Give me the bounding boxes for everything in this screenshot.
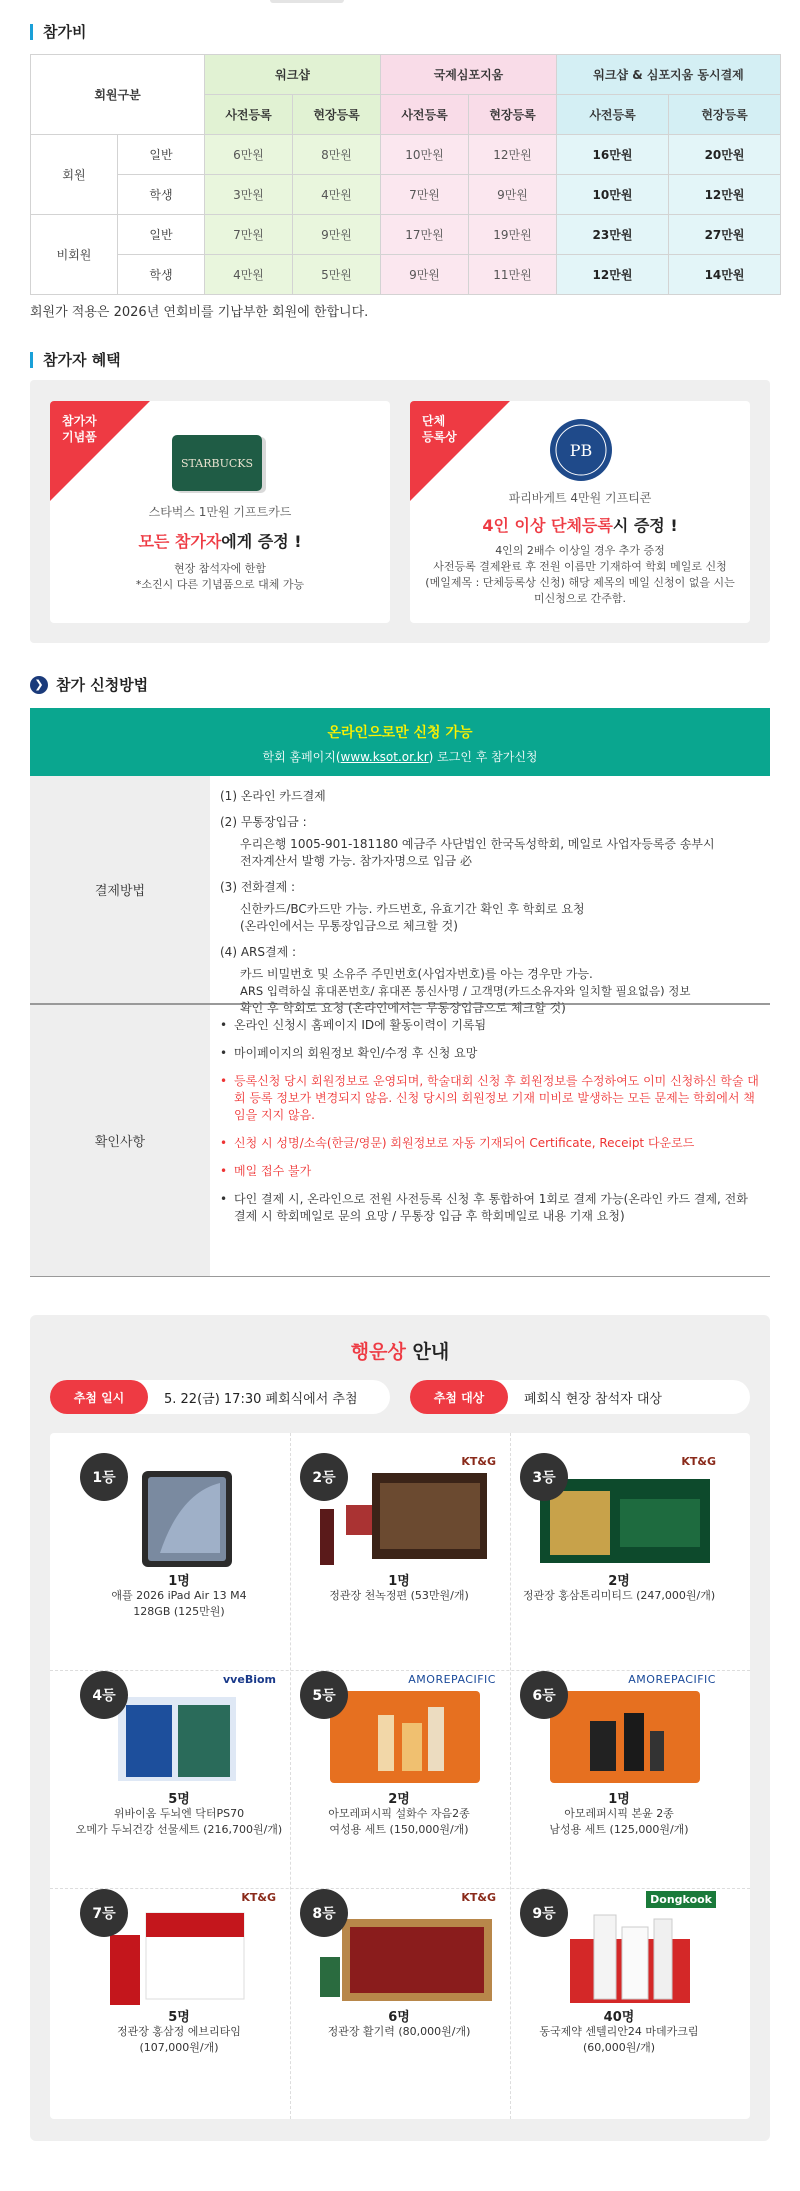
table-row — [31, 175, 781, 215]
confirm-item: • 신청 시 성명/소속(한글/영문) 회원정보로 자동 기재되어 Certificate, Receipt 다운로드 — [220, 1135, 760, 1152]
prize-card — [70, 1661, 288, 1871]
prize-name: 애플 2026 iPad Air 13 M4 128GB (125만원) — [111, 1589, 247, 1618]
brand-logo: Dongkook — [646, 1891, 716, 1908]
prize-count: 5명 — [168, 2010, 190, 2025]
prize-rank-badge: 5등 — [300, 1671, 348, 1719]
benefit-card-group — [410, 401, 750, 623]
table-row — [31, 255, 781, 295]
prize-card — [510, 1879, 728, 2089]
group-header-workshop: 워크샵 — [205, 55, 381, 95]
souvenir-headline: 모든 참가자에게 증정 ! — [138, 532, 302, 551]
prize-rank-badge: 1등 — [80, 1453, 128, 1501]
prize-rank-badge: 7등 — [80, 1889, 128, 1937]
draw-target-pill — [410, 1380, 750, 1414]
fee-cell: 12만원 — [557, 255, 669, 295]
confirm-item: • 등록신청 당시 회원정보로 운영되며, 학술대회 신청 후 회원정보를 수정하여도 이미 신청하신 학술 대회 등록 정보가 변경되지 않음. 신청 당시의 회원정보 기재 미비로 발생하는 모든 문제는 학회에서 책임을 지지 않음. — [220, 1073, 760, 1124]
prize-card — [510, 1661, 728, 1871]
fee-note: 회원가 적용은 2026년 연회비를 기납부한 회원에 한합니다. — [30, 305, 369, 320]
pb-logo-text: PB — [569, 441, 593, 460]
prize-rank-badge: 3등 — [520, 1453, 568, 1501]
brand-logo: vveBiom — [223, 1673, 276, 1686]
brand-logo: KT&G — [681, 1455, 716, 1468]
subheader: 현장등록 — [293, 95, 381, 135]
group-caption: 파리바게트 4만원 기프티콘 — [508, 491, 652, 505]
prize-count: 2명 — [388, 1792, 410, 1807]
prize-count: 5명 — [168, 1792, 190, 1807]
draw-target-label: 추첨 대상 — [410, 1380, 508, 1414]
fee-cell: 11만원 — [469, 255, 557, 295]
fee-cell: 12만원 — [669, 175, 781, 215]
paris-baguette-logo-icon — [548, 417, 614, 483]
group-header-combined: 워크샵 & 심포지움 동시결제 — [557, 55, 781, 95]
prize-card — [290, 1443, 508, 1653]
confirm-row — [30, 1004, 770, 1277]
chevron-right-icon: ❯ — [30, 676, 48, 694]
homepage-link[interactable]: www.ksot.or.kr — [340, 750, 429, 764]
starbucks-card-icon — [170, 433, 270, 495]
prize-count: 1명 — [388, 1574, 410, 1589]
brand-logo: KT&G — [241, 1891, 276, 1904]
draw-date-value: 5. 22(금) 17:30 폐회식에서 추첨 — [164, 1391, 358, 1407]
subheader: 현장등록 — [669, 95, 781, 135]
prize-grid — [50, 1433, 750, 2119]
prize-card — [290, 1661, 508, 1871]
row-category: 비회원 — [31, 215, 118, 295]
subheader: 사전등록 — [381, 95, 469, 135]
prize-count: 6명 — [388, 2010, 410, 2025]
prize-rank-badge: 4등 — [80, 1671, 128, 1719]
table-row — [31, 135, 781, 175]
prize-name: 정관장 홍삼정 에브리타임 (107,000원/개) — [117, 2025, 241, 2054]
payment-line: (온라인에서는 무통장입금으로 체크할 것) — [240, 919, 458, 933]
confirm-item: • 마이페이지의 회원정보 확인/수정 후 신청 요망 — [220, 1045, 760, 1062]
row-type: 일반 — [118, 215, 205, 255]
online-only-banner — [30, 708, 770, 776]
benefit-card-souvenir — [50, 401, 390, 623]
fee-section-title: 참가비 — [30, 24, 86, 40]
fee-cell: 9만원 — [381, 255, 469, 295]
group-headline: 4인 이상 단체등록시 증정 ! — [482, 516, 678, 535]
fee-cell: 19만원 — [469, 215, 557, 255]
payment-line: (3) 전화결제 : — [220, 880, 296, 894]
fee-cell: 16만원 — [557, 135, 669, 175]
fee-cell: 10만원 — [381, 135, 469, 175]
lucky-draw-panel — [30, 1315, 770, 2141]
prize-rank-badge: 2등 — [300, 1453, 348, 1501]
payment-line: 신한카드/BC카드만 가능. 카드번호, 유효기간 확인 후 학회로 요청 — [240, 902, 585, 916]
souvenir-caption: 스타벅스 1만원 기프트카드 — [148, 505, 292, 519]
apply-section-title: ❯ 참가 신청방법 — [30, 674, 148, 695]
fee-cell: 20만원 — [669, 135, 781, 175]
fee-cell: 12만원 — [469, 135, 557, 175]
fee-cell: 4만원 — [293, 175, 381, 215]
fee-cell: 5만원 — [293, 255, 381, 295]
brand-logo: AMOREPACIFIC — [628, 1673, 716, 1686]
brand-logo: AMOREPACIFIC — [408, 1673, 496, 1686]
group-desc: 4인의 2배수 이상일 경우 추가 증정 사전등록 결제완료 후 전원 이름만 기재하여 학회 메일로 신청 (메일제목 : 단체등록상 신청) 해당 제목의 메일 신청이 없을 시는 미신청으로 간주함. — [425, 544, 735, 605]
row-type: 학생 — [118, 175, 205, 215]
prize-count: 1명 — [168, 1574, 190, 1589]
fee-cell: 4만원 — [205, 255, 293, 295]
prize-name: 정관장 천녹정편 (53만원/개) — [329, 1589, 469, 1602]
prize-card — [70, 1443, 288, 1653]
starbucks-logo-text: STARBUCKS — [180, 457, 254, 470]
ribbon-label: 단체 등록상 — [422, 414, 457, 444]
payment-line: 우리은행 1005-901-181180 예금주 사단법인 한국독성학회, 메일로 사업자등록증 송부시 — [240, 837, 715, 851]
benefit-panel — [30, 380, 770, 643]
payment-line: ARS 입력하실 휴대폰번호/ 휴대폰 통신사명 / 고객명(카드소유자와 일치할 필요없음) 정보 — [240, 984, 691, 998]
prize-name: 위바이옴 두뇌엔 닥터PS70 오메가 두뇌건강 선물세트 (216,700원/개) — [75, 1807, 283, 1836]
payment-line: 카드 비밀번호 및 소유주 주민번호(사업자번호)를 아는 경우만 가능. — [240, 967, 593, 981]
prize-card — [510, 1443, 728, 1653]
group-header-symposium: 국제심포지움 — [381, 55, 557, 95]
draw-date-pill — [50, 1380, 390, 1414]
payment-line: 확인 후 학회로 요청 (온라인에서는 무통장입금으로 체크할 것) — [240, 1001, 566, 1015]
prize-rank-badge: 8등 — [300, 1889, 348, 1937]
payment-line: (1) 온라인 카드결제 — [220, 789, 326, 803]
prize-rank-badge: 6등 — [520, 1671, 568, 1719]
top-tab-nub — [270, 0, 344, 3]
prize-name: 정관장 홍삼톤리미티드 (247,000원/개) — [522, 1589, 716, 1602]
prize-count: 40명 — [603, 2010, 635, 2025]
member-type-header: 회원구분 — [31, 55, 205, 135]
fee-cell: 27만원 — [669, 215, 781, 255]
prize-name: 아모레퍼시픽 설화수 자음2종 여성용 세트 (150,000원/개) — [328, 1807, 470, 1836]
prize-count: 1명 — [608, 1792, 630, 1807]
fee-cell: 23만원 — [557, 215, 669, 255]
confirm-item: • 메일 접수 불가 — [220, 1163, 760, 1180]
fee-cell: 7만원 — [381, 175, 469, 215]
lucky-draw-title: 행운상 안내 — [350, 1341, 450, 1363]
prize-name: 정관장 활기력 (80,000원/개) — [327, 2025, 471, 2038]
confirm-item: • 다인 결제 시, 온라인으로 전원 사전등록 신청 후 통합하여 1회로 결제 가능(온라인 카드 결제, 전화 결제 시 학회메일로 문의 요망 / 무통장 입금 후 학회메일로 내용 기재 요청) — [220, 1191, 760, 1225]
payment-label: 결제방법 — [30, 776, 210, 1003]
payment-row — [30, 776, 770, 1015]
fee-cell: 8만원 — [293, 135, 381, 175]
payment-line: (2) 무통장입금 : — [220, 815, 307, 829]
row-type: 일반 — [118, 135, 205, 175]
brand-logo: KT&G — [461, 1891, 496, 1904]
row-type: 학생 — [118, 255, 205, 295]
fee-cell: 9만원 — [293, 215, 381, 255]
banner-title: 온라인으로만 신청 가능 — [327, 725, 473, 741]
ribbon-label: 참가자 기념품 — [62, 414, 97, 444]
table-row — [31, 215, 781, 255]
confirm-label: 확인사항 — [30, 1005, 210, 1276]
fee-cell: 9만원 — [469, 175, 557, 215]
subheader: 현장등록 — [469, 95, 557, 135]
prize-card — [70, 1879, 288, 2089]
banner-subtitle: 학회 홈페이지(www.ksot.or.kr) 로그인 후 참가신청 — [262, 750, 538, 764]
fee-cell: 14만원 — [669, 255, 781, 295]
benefit-section-title: 참가자 혜택 — [30, 352, 121, 368]
draw-date-label: 추첨 일시 — [50, 1380, 148, 1414]
prize-count: 2명 — [608, 1574, 630, 1589]
fee-table — [30, 54, 781, 295]
fee-cell: 7만원 — [205, 215, 293, 255]
draw-target-value: 폐회식 현장 참석자 대상 — [524, 1391, 662, 1407]
subheader: 사전등록 — [557, 95, 669, 135]
payment-line: (4) ARS결제 : — [220, 945, 297, 959]
confirm-item: • 온라인 신청시 홈페이지 ID에 활동이력이 기록됨 — [220, 1017, 760, 1034]
fee-cell: 6만원 — [205, 135, 293, 175]
row-category: 회원 — [31, 135, 118, 215]
subheader: 사전등록 — [205, 95, 293, 135]
prize-name: 동국제약 센텔리안24 마데카크림 (60,000원/개) — [539, 2025, 699, 2054]
fee-cell: 3만원 — [205, 175, 293, 215]
payment-line: 전자계산서 발행 가능. 참가자명으로 입금 必 — [240, 854, 472, 868]
prize-rank-badge: 9등 — [520, 1889, 568, 1937]
fee-cell: 17만원 — [381, 215, 469, 255]
prize-name: 아모레퍼시픽 본윤 2종 남성용 세트 (125,000원/개) — [549, 1807, 689, 1836]
brand-logo: KT&G — [461, 1455, 496, 1468]
prize-card — [290, 1879, 508, 2089]
souvenir-desc: 현장 참석자에 한함 *소진시 다른 기념품으로 대체 가능 — [135, 562, 305, 591]
fee-cell: 10만원 — [557, 175, 669, 215]
